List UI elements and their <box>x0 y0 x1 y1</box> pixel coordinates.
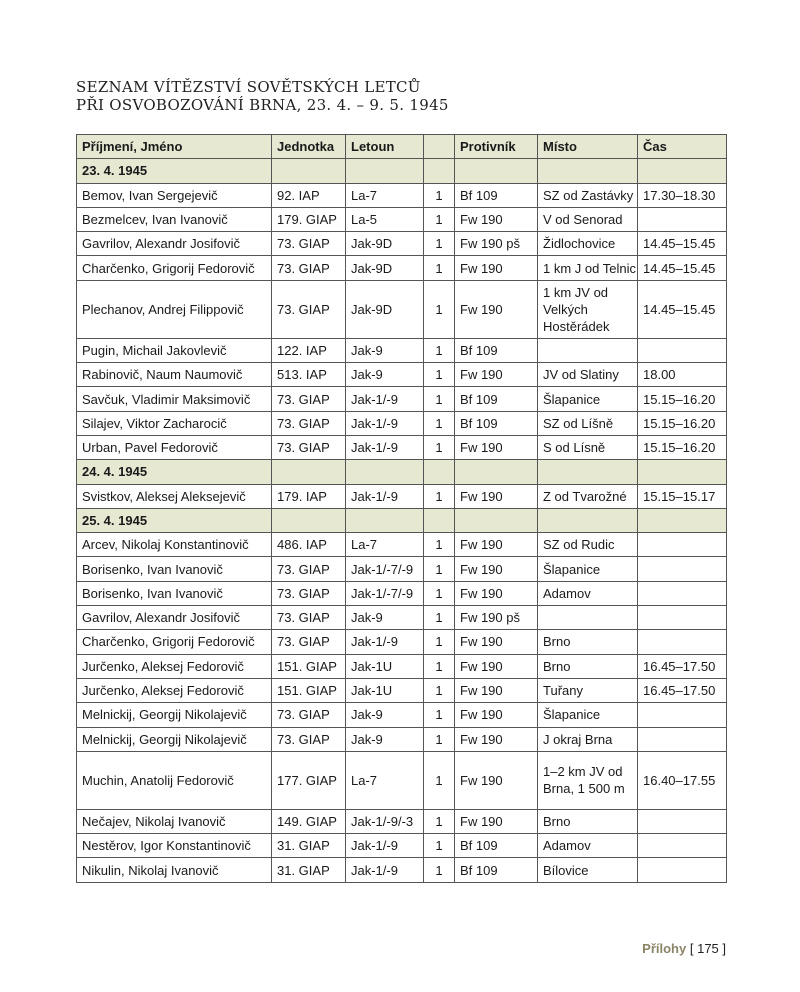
cell-enemy: Fw 190 <box>455 533 538 557</box>
cell-count: 1 <box>424 533 455 557</box>
cell-enemy: Bf 109 <box>455 183 538 207</box>
table-row <box>77 809 727 833</box>
cell-name: Melnickij, Georgij Nikolajevič <box>77 703 272 727</box>
cell-enemy: Fw 190 <box>455 630 538 654</box>
cell-name: Jurčenko, Aleksej Fedorovič <box>77 678 272 702</box>
cell-time <box>638 581 727 605</box>
date-row-empty-cell <box>346 159 424 183</box>
cell-place: Brno <box>538 630 638 654</box>
cell-aircraft: Jak-9D <box>346 256 424 280</box>
cell-place: 1–2 km JV od Brna, 1 500 m <box>538 751 638 809</box>
cell-unit: 31. GIAP <box>272 858 346 882</box>
cell-time: 14.45–15.45 <box>638 280 727 338</box>
table-row <box>77 207 727 231</box>
table-row <box>77 834 727 858</box>
cell-unit: 73. GIAP <box>272 232 346 256</box>
cell-aircraft: Jak-9D <box>346 280 424 338</box>
table-row <box>77 751 727 809</box>
cell-place: Z od Tvarožné <box>538 484 638 508</box>
date-row-empty-cell <box>272 508 346 532</box>
title-line-1: SEZNAM VÍTĚZSTVÍ SOVĚTSKÝCH LETCŮ <box>76 78 421 96</box>
cell-unit: 73. GIAP <box>272 411 346 435</box>
cell-name: Silajev, Viktor Zacharocič <box>77 411 272 435</box>
cell-time <box>638 834 727 858</box>
cell-time: 16.40–17.55 <box>638 751 727 809</box>
cell-count: 1 <box>424 751 455 809</box>
cell-place: SZ od Zastávky <box>538 183 638 207</box>
cell-count: 1 <box>424 363 455 387</box>
column-header-place: Místo <box>538 135 638 159</box>
victories-table <box>76 134 727 883</box>
table-row <box>77 678 727 702</box>
cell-aircraft: Jak-9D <box>346 232 424 256</box>
cell-count: 1 <box>424 484 455 508</box>
cell-aircraft: La-7 <box>346 183 424 207</box>
cell-enemy: Fw 190 pš <box>455 232 538 256</box>
date-row-empty-cell <box>455 508 538 532</box>
cell-aircraft: La-5 <box>346 207 424 231</box>
cell-place: Adamov <box>538 834 638 858</box>
cell-enemy: Fw 190 <box>455 256 538 280</box>
table-row <box>77 533 727 557</box>
cell-aircraft: Jak-1/-9 <box>346 435 424 459</box>
cell-unit: 73. GIAP <box>272 581 346 605</box>
cell-unit: 179. GIAP <box>272 207 346 231</box>
table-row <box>77 435 727 459</box>
cell-unit: 73. GIAP <box>272 280 346 338</box>
date-row-empty-cell <box>638 460 727 484</box>
cell-aircraft: Jak-1/-9/-3 <box>346 809 424 833</box>
cell-enemy: Fw 190 <box>455 727 538 751</box>
cell-unit: 31. GIAP <box>272 834 346 858</box>
cell-aircraft: Jak-1/-9 <box>346 630 424 654</box>
date-group-row <box>77 159 727 183</box>
column-header-count <box>424 135 455 159</box>
cell-time: 15.15–16.20 <box>638 411 727 435</box>
cell-aircraft: Jak-1U <box>346 654 424 678</box>
column-header-name: Příjmení, Jméno <box>77 135 272 159</box>
table-row <box>77 703 727 727</box>
table-row <box>77 654 727 678</box>
table-row <box>77 484 727 508</box>
cell-aircraft: Jak-1/-9 <box>346 387 424 411</box>
cell-place: Adamov <box>538 581 638 605</box>
cell-unit: 122. IAP <box>272 338 346 362</box>
cell-name: Borisenko, Ivan Ivanovič <box>77 581 272 605</box>
cell-place: SZ od Líšně <box>538 411 638 435</box>
date-row-empty-cell <box>346 508 424 532</box>
date-row-empty-cell <box>346 460 424 484</box>
cell-count: 1 <box>424 678 455 702</box>
table-row <box>77 411 727 435</box>
cell-enemy: Fw 190 pš <box>455 606 538 630</box>
date-row-empty-cell <box>272 460 346 484</box>
cell-place: 1 km JV od Velkých Hostěrádek <box>538 280 638 338</box>
cell-count: 1 <box>424 232 455 256</box>
cell-name: Borisenko, Ivan Ivanovič <box>77 557 272 581</box>
cell-enemy: Bf 109 <box>455 858 538 882</box>
cell-aircraft: Jak-1/-9 <box>346 834 424 858</box>
date-row-empty-cell <box>424 508 455 532</box>
cell-count: 1 <box>424 207 455 231</box>
cell-time <box>638 207 727 231</box>
cell-count: 1 <box>424 727 455 751</box>
cell-count: 1 <box>424 338 455 362</box>
table-row <box>77 581 727 605</box>
cell-name: Muchin, Anatolij Fedorovič <box>77 751 272 809</box>
table-row <box>77 387 727 411</box>
cell-enemy: Fw 190 <box>455 654 538 678</box>
column-header-aircraft: Letoun <box>346 135 424 159</box>
column-header-time: Čas <box>638 135 727 159</box>
cell-name: Nečajev, Nikolaj Ivanovič <box>77 809 272 833</box>
cell-unit: 73. GIAP <box>272 435 346 459</box>
cell-time: 16.45–17.50 <box>638 654 727 678</box>
cell-unit: 73. GIAP <box>272 256 346 280</box>
cell-time <box>638 809 727 833</box>
cell-enemy: Fw 190 <box>455 581 538 605</box>
cell-count: 1 <box>424 834 455 858</box>
cell-unit: 73. GIAP <box>272 727 346 751</box>
cell-aircraft: Jak-9 <box>346 363 424 387</box>
column-header-unit: Jednotka <box>272 135 346 159</box>
cell-time <box>638 557 727 581</box>
table-row <box>77 630 727 654</box>
cell-name: Plechanov, Andrej Filippovič <box>77 280 272 338</box>
cell-count: 1 <box>424 654 455 678</box>
page-title <box>76 78 449 114</box>
cell-aircraft: La-7 <box>346 533 424 557</box>
cell-time <box>638 703 727 727</box>
cell-count: 1 <box>424 411 455 435</box>
date-row-empty-cell <box>272 159 346 183</box>
date-group-row <box>77 508 727 532</box>
cell-name: Urban, Pavel Fedorovič <box>77 435 272 459</box>
cell-time: 14.45–15.45 <box>638 256 727 280</box>
cell-time <box>638 630 727 654</box>
cell-name: Charčenko, Grigorij Fedorovič <box>77 630 272 654</box>
cell-place: Brno <box>538 809 638 833</box>
date-row-empty-cell <box>424 460 455 484</box>
date-row-empty-cell <box>638 508 727 532</box>
cell-enemy: Fw 190 <box>455 751 538 809</box>
cell-name: Nestěrov, Igor Konstantinovič <box>77 834 272 858</box>
cell-time: 18.00 <box>638 363 727 387</box>
cell-name: Jurčenko, Aleksej Fedorovič <box>77 654 272 678</box>
cell-unit: 486. IAP <box>272 533 346 557</box>
cell-aircraft: Jak-1/-7/-9 <box>346 581 424 605</box>
cell-enemy: Fw 190 <box>455 435 538 459</box>
cell-name: Charčenko, Grigorij Fedorovič <box>77 256 272 280</box>
page-number: [ 175 ] <box>689 941 726 956</box>
date-row-empty-cell <box>455 460 538 484</box>
cell-enemy: Fw 190 <box>455 363 538 387</box>
cell-unit: 73. GIAP <box>272 703 346 727</box>
cell-count: 1 <box>424 809 455 833</box>
cell-place: Šlapanice <box>538 557 638 581</box>
cell-name: Arcev, Nikolaj Konstantinovič <box>77 533 272 557</box>
cell-unit: 179. IAP <box>272 484 346 508</box>
cell-name: Melnickij, Georgij Nikolajevič <box>77 727 272 751</box>
cell-place: V od Senorad <box>538 207 638 231</box>
cell-enemy: Fw 190 <box>455 484 538 508</box>
cell-time <box>638 727 727 751</box>
date-row-empty-cell <box>638 159 727 183</box>
date-cell: 25. 4. 1945 <box>77 508 272 532</box>
cell-count: 1 <box>424 435 455 459</box>
page-footer <box>600 941 726 956</box>
cell-place: S od Lísně <box>538 435 638 459</box>
table-row <box>77 557 727 581</box>
cell-aircraft: Jak-1/-9 <box>346 858 424 882</box>
cell-unit: 513. IAP <box>272 363 346 387</box>
cell-count: 1 <box>424 387 455 411</box>
cell-count: 1 <box>424 280 455 338</box>
cell-count: 1 <box>424 630 455 654</box>
cell-count: 1 <box>424 581 455 605</box>
cell-place: Tuřany <box>538 678 638 702</box>
cell-time <box>638 606 727 630</box>
date-row-empty-cell <box>538 159 638 183</box>
cell-enemy: Bf 109 <box>455 338 538 362</box>
cell-place <box>538 338 638 362</box>
cell-place: Bílovice <box>538 858 638 882</box>
cell-enemy: Fw 190 <box>455 703 538 727</box>
cell-count: 1 <box>424 606 455 630</box>
cell-place <box>538 606 638 630</box>
cell-enemy: Bf 109 <box>455 834 538 858</box>
cell-count: 1 <box>424 858 455 882</box>
cell-time: 17.30–18.30 <box>638 183 727 207</box>
cell-name: Gavrilov, Alexandr Josifovič <box>77 232 272 256</box>
cell-place: Brno <box>538 654 638 678</box>
cell-name: Bezmelcev, Ivan Ivanovič <box>77 207 272 231</box>
cell-time: 15.15–15.17 <box>638 484 727 508</box>
cell-enemy: Fw 190 <box>455 678 538 702</box>
cell-aircraft: Jak-9 <box>346 703 424 727</box>
date-cell: 24. 4. 1945 <box>77 460 272 484</box>
cell-enemy: Fw 190 <box>455 557 538 581</box>
column-header-enemy: Protivník <box>455 135 538 159</box>
cell-enemy: Fw 190 <box>455 207 538 231</box>
table-body <box>77 159 727 882</box>
cell-place: Šlapanice <box>538 703 638 727</box>
cell-time <box>638 338 727 362</box>
cell-unit: 151. GIAP <box>272 678 346 702</box>
table-row <box>77 232 727 256</box>
cell-count: 1 <box>424 703 455 727</box>
cell-aircraft: Jak-1/-9 <box>346 484 424 508</box>
cell-place: Šlapanice <box>538 387 638 411</box>
cell-unit: 73. GIAP <box>272 606 346 630</box>
cell-place: SZ od Rudic <box>538 533 638 557</box>
cell-name: Bemov, Ivan Sergejevič <box>77 183 272 207</box>
date-row-empty-cell <box>424 159 455 183</box>
table-row <box>77 363 727 387</box>
cell-name: Nikulin, Nikolaj Ivanovič <box>77 858 272 882</box>
date-group-row <box>77 460 727 484</box>
cell-time <box>638 533 727 557</box>
cell-place: JV od Slatiny <box>538 363 638 387</box>
date-row-empty-cell <box>455 159 538 183</box>
cell-unit: 73. GIAP <box>272 557 346 581</box>
table-row <box>77 280 727 338</box>
cell-enemy: Fw 190 <box>455 809 538 833</box>
cell-name: Rabinovič, Naum Naumovič <box>77 363 272 387</box>
cell-time: 14.45–15.45 <box>638 232 727 256</box>
table-row <box>77 858 727 882</box>
date-cell: 23. 4. 1945 <box>77 159 272 183</box>
cell-aircraft: Jak-9 <box>346 606 424 630</box>
cell-enemy: Bf 109 <box>455 387 538 411</box>
table-row <box>77 338 727 362</box>
cell-unit: 73. GIAP <box>272 387 346 411</box>
cell-aircraft: Jak-1/-7/-9 <box>346 557 424 581</box>
title-line-2: PŘI OSVOBOZOVÁNÍ BRNA, 23. 4. – 9. 5. 1945 <box>76 96 449 114</box>
cell-count: 1 <box>424 256 455 280</box>
cell-place: Židlochovice <box>538 232 638 256</box>
cell-count: 1 <box>424 557 455 581</box>
date-row-empty-cell <box>538 508 638 532</box>
cell-place: J okraj Brna <box>538 727 638 751</box>
cell-name: Svistkov, Aleksej Aleksejevič <box>77 484 272 508</box>
date-row-empty-cell <box>538 460 638 484</box>
cell-unit: 151. GIAP <box>272 654 346 678</box>
cell-time: 15.15–16.20 <box>638 387 727 411</box>
cell-count: 1 <box>424 183 455 207</box>
cell-time <box>638 858 727 882</box>
cell-aircraft: Jak-1U <box>346 678 424 702</box>
cell-aircraft: La-7 <box>346 751 424 809</box>
header-row <box>77 135 727 159</box>
cell-aircraft: Jak-9 <box>346 727 424 751</box>
cell-unit: 149. GIAP <box>272 809 346 833</box>
table-row <box>77 727 727 751</box>
cell-time: 16.45–17.50 <box>638 678 727 702</box>
table-row <box>77 256 727 280</box>
cell-enemy: Bf 109 <box>455 411 538 435</box>
cell-aircraft: Jak-1/-9 <box>346 411 424 435</box>
cell-aircraft: Jak-9 <box>346 338 424 362</box>
cell-time: 15.15–16.20 <box>638 435 727 459</box>
cell-name: Gavrilov, Alexandr Josifovič <box>77 606 272 630</box>
table-row <box>77 183 727 207</box>
cell-unit: 73. GIAP <box>272 630 346 654</box>
cell-place: 1 km J od Telnic <box>538 256 638 280</box>
cell-unit: 92. IAP <box>272 183 346 207</box>
cell-name: Pugin, Michail Jakovlevič <box>77 338 272 362</box>
cell-name: Savčuk, Vladimir Maksimovič <box>77 387 272 411</box>
section-name: Přílohy <box>642 941 687 956</box>
cell-enemy: Fw 190 <box>455 280 538 338</box>
cell-unit: 177. GIAP <box>272 751 346 809</box>
table-row <box>77 606 727 630</box>
